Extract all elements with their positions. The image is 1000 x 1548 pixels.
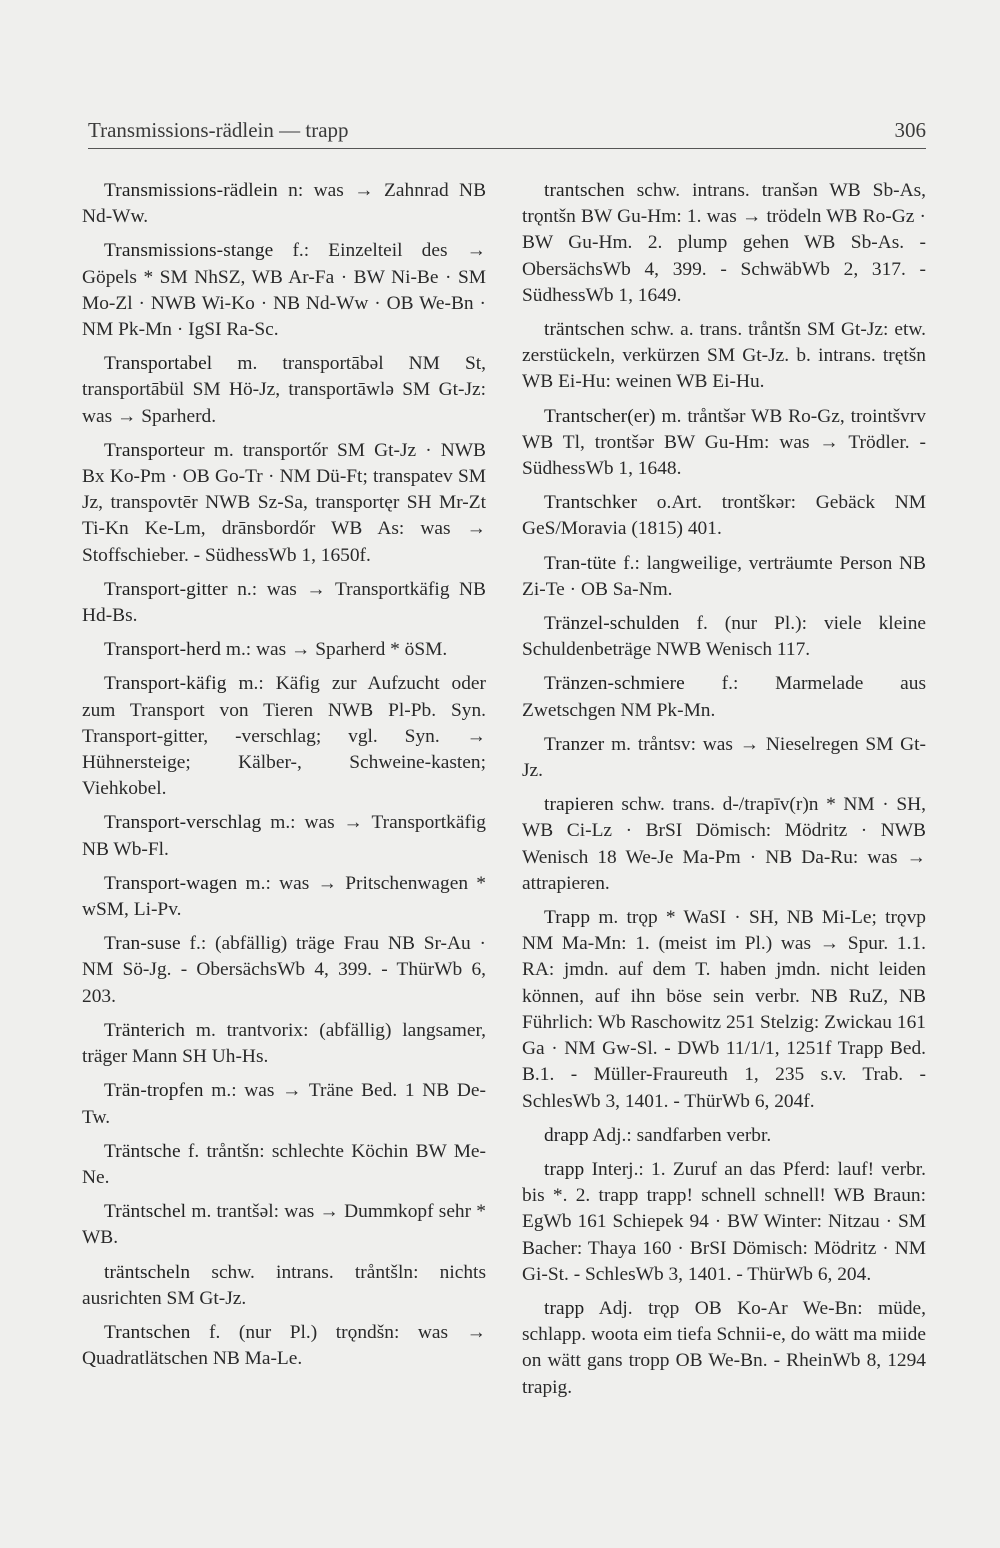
dictionary-entry xyxy=(82,577,486,629)
entry-definition: m.: was → Träne Bed. 1 NB De-Tw. xyxy=(82,1080,486,1128)
entry-headword: Träntschel xyxy=(104,1201,187,1223)
dictionary-entry xyxy=(522,905,926,1115)
dictionary-entry xyxy=(82,1078,486,1130)
entry-definition: f.: (abfällig) träge Frau NB Sr-Au · NM Sö-Jg. - ObersächsWb 4, 399. - ThürWb 6, 203. xyxy=(82,933,486,1007)
entry-definition: Adj. trǫp OB Ko-Ar We-Bn: müde, schlapp. woota eim tiefa Schnii-e, do wätt ma miide on wätt gans tropp OB We-Bn. - RheinWb 8, 1294 trapig. xyxy=(522,1297,926,1398)
dictionary-entry xyxy=(82,637,486,663)
entry-definition: m. trǫp * WaSI · SH, NB Mi-Le; trǫvp NM Ma-Mn: 1. (meist im Pl.) was → Spur. 1.1. RA: jmdn. auf dem T. haben jmdn. nicht leiden können, auf ihn böse sein verbr. NB RuZ, NB Führlich: Wb Raschowitz 251 Stelzig: Zwickau 161 Ga · NM Gw-Sl. - DWb 11/1/1, 1251f Trapp Bed. B.1. - Müller-Fraureuth 1, 235 s.v. Trab. - SchlesWb 3, 1401. - ThürWb 6, 204f. xyxy=(522,907,926,1112)
dictionary-entry xyxy=(82,810,486,862)
header-rule xyxy=(88,148,926,149)
left-column xyxy=(82,178,486,1380)
entry-headword: Trantscher(er) xyxy=(544,405,656,427)
entry-definition: Interj.: 1. Zuruf an das Pferd: lauf! verbr. bis *. 2. trapp trapp! schnell schnell! WB Braun: EgWb 161 Schiepek 94 · BW Winter: Nitzau · SM Bacher: Thaya 160 · BrSI Dömisch: Mödritz · NM Gi-St. - SchlesWb 3, 1401. - ThürWb 6, 204. xyxy=(522,1158,926,1285)
entry-definition: f.: Einzelteil des → Göpels * SM NhSZ, WB Ar-Fa · BW Ni-Be · SM Mo-Zl · NWB Wi-Ko · NB Nd-Ww · OB We-Bn · NM Pk-Mn · IgSI Ra-Sc. xyxy=(82,240,486,341)
entry-headword: Tränzen-schmiere xyxy=(544,673,685,695)
entry-definition: m. tråntsv: was → Nieselregen SM Gt-Jz. xyxy=(522,733,926,782)
entry-headword: Transportabel xyxy=(104,353,213,375)
entry-definition: schw. intrans. tranšən WB Sb-As, trǫntšn BW Gu-Hm: 1. was → trödeln WB Ro-Gz · BW Gu-Hm. 2. plump gehen WB Sb-As. - ObersächsWb 4, 399. - SchwäbWb 2, 317. - SüdhessWb 1, 1649. xyxy=(522,180,926,306)
dictionary-entry xyxy=(82,1260,486,1312)
entry-definition: f.: langweilige, verträumte Person NB Zi-Te · OB Sa-Nm. xyxy=(522,552,926,600)
dictionary-entry xyxy=(522,1296,926,1401)
entry-headword: Transport-gitter xyxy=(104,578,228,600)
entry-headword: Transmissions-rädlein xyxy=(104,180,278,201)
entry-definition: f. (nur Pl.): viele kleine Schuldenbeträge NWB Wenisch 117. xyxy=(522,613,926,661)
entry-definition: m.: Käfig zur Aufzucht oder zum Transport von Tieren NWB Pl-Pb. Syn. Transport-gitter, -verschlag; vgl. Syn. → Hühnersteige; Kälber-, Schweine-kasten; Viehkobel. xyxy=(82,673,486,800)
dictionary-entry xyxy=(522,178,926,309)
entry-definition: m.: was → Sparherd * öSM. xyxy=(221,639,448,661)
entry-headword: Transporteur xyxy=(104,439,205,461)
dictionary-entry xyxy=(82,178,486,230)
entry-definition: m.: was → Pritschenwagen * wSM, Li-Pv. xyxy=(82,872,486,921)
entry-headword: Transmissions-stange xyxy=(104,240,274,262)
entry-definition: schw. a. trans. tråntšn SM Gt-Jz: etw. zerstückeln, verkürzen SM Gt-Jz. b. intrans. trętšn WB Ei-Hu: weinen WB Ei-Hu. xyxy=(522,319,926,393)
dictionary-entry xyxy=(522,551,926,603)
dictionary-entry xyxy=(82,238,486,343)
entry-headword: Tranzer xyxy=(544,733,605,755)
page-number: 306 xyxy=(894,118,926,142)
entry-headword: träntschen xyxy=(544,319,625,341)
entry-headword: Transport-verschlag xyxy=(104,812,262,834)
entry-headword: trapp xyxy=(544,1297,585,1319)
entry-definition: m. trantvorix: (abfällig) langsamer, träger Mann SH Uh-Hs. xyxy=(82,1019,486,1068)
entry-definition: Adj.: sandfarben verbr. xyxy=(588,1124,772,1146)
entry-definition: m.: was → Transportkäfig NB Wb-Fl. xyxy=(82,812,486,860)
dictionary-entry xyxy=(522,490,926,542)
entry-definition: n.: was → Transportkäfig NB Hd-Bs. xyxy=(82,578,486,627)
entry-headword: Trantschen xyxy=(104,1321,191,1343)
dictionary-entry xyxy=(82,671,486,802)
entry-definition: m. transportābəl NM St, transportābül SM Hö-Jz, transportāwlə SM Gt-Jz: was → Sparherd. xyxy=(82,353,486,427)
entry-headword: Trantschker xyxy=(544,492,638,514)
entry-headword: Träntsche xyxy=(104,1140,181,1162)
right-column xyxy=(522,178,926,1409)
entry-headword: Transport-wagen xyxy=(104,872,238,894)
running-header xyxy=(88,118,926,143)
dictionary-entry xyxy=(522,611,926,663)
entry-definition: f.: Marmelade aus Zwetschgen NM Pk-Mn. xyxy=(522,673,926,721)
entry-headword: Tran-suse xyxy=(104,933,181,955)
entry-headword: träntscheln xyxy=(104,1261,191,1283)
header-title: Transmissions-rädlein — trapp xyxy=(88,118,349,142)
dictionary-entry xyxy=(522,671,926,723)
dictionary-entry xyxy=(522,732,926,784)
entry-headword: Tran-tüte xyxy=(544,552,617,574)
entry-headword: Trän-tropfen xyxy=(104,1080,204,1102)
entry-definition: f. tråntšn: schlechte Köchin BW Me-Ne. xyxy=(82,1140,486,1188)
entry-headword: trapp xyxy=(544,1158,585,1180)
dictionary-entry xyxy=(82,871,486,923)
dictionary-entry xyxy=(82,438,486,569)
dictionary-entry xyxy=(82,351,486,430)
dictionary-entry xyxy=(82,1018,486,1070)
entry-definition: f. (nur Pl.) trǫndšn: was → Quadratlätschen NB Ma-Le. xyxy=(82,1321,486,1370)
entry-headword: trapieren xyxy=(544,794,614,816)
entry-definition: m. trantšəl: was → Dummkopf sehr * WB. xyxy=(82,1201,486,1249)
dictionary-entry xyxy=(522,792,926,897)
dictionary-entry xyxy=(82,1320,486,1372)
dictionary-entry xyxy=(82,1139,486,1191)
entry-definition: m. tråntšər WB Ro-Gz, trointšvrv WB Tl, trontšər BW Gu-Hm: was → Trödler. - SüdhessWb 1, 1648. xyxy=(522,405,926,480)
entry-headword: Transport-käfig xyxy=(104,673,227,695)
entry-headword: Tränzel-schulden xyxy=(544,613,680,635)
dictionary-entry xyxy=(522,404,926,483)
entry-definition: m. transportőr SM Gt-Jz · NWB Bx Ko-Pm · OB Go-Tr · NM Dü-Ft; transpatev SM Jz, transpovtēr NWB Sz-Sa, transportęr SH Mr-Zt Ti-Kn Ke-Lm, drānsbordőr WB As: was → Stoffschieber. - SüdhessWb 1, 1650f. xyxy=(82,439,486,566)
entry-definition: n: was → Zahnrad NB Nd-Ww. xyxy=(82,180,486,228)
entry-headword: trantschen xyxy=(544,180,625,201)
entry-headword: Tränterich xyxy=(104,1019,186,1041)
entry-definition: schw. intrans. tråntšln: nichts ausrichten SM Gt-Jz. xyxy=(82,1261,486,1309)
entry-headword: drapp xyxy=(544,1124,589,1146)
entry-definition: schw. trans. d-/trapīv(r)n * NM · SH, WB Ci-Lz · BrSI Dömisch: Mödritz · NWB Wenisch 18 We-Je Ma-Pm · NB Da-Ru: was → attrapieren. xyxy=(522,794,926,894)
dictionary-entry xyxy=(82,1199,486,1251)
entry-headword: Transport-herd xyxy=(104,639,222,661)
dictionary-entry xyxy=(522,317,926,396)
entry-definition: o.Art. trontškər: Gebäck NM GeS/Moravia (1815) 401. xyxy=(522,492,926,540)
dictionary-entry xyxy=(522,1157,926,1288)
entry-headword: Trapp xyxy=(544,907,591,929)
dictionary-entry xyxy=(82,931,486,1010)
dictionary-entry xyxy=(522,1123,926,1149)
